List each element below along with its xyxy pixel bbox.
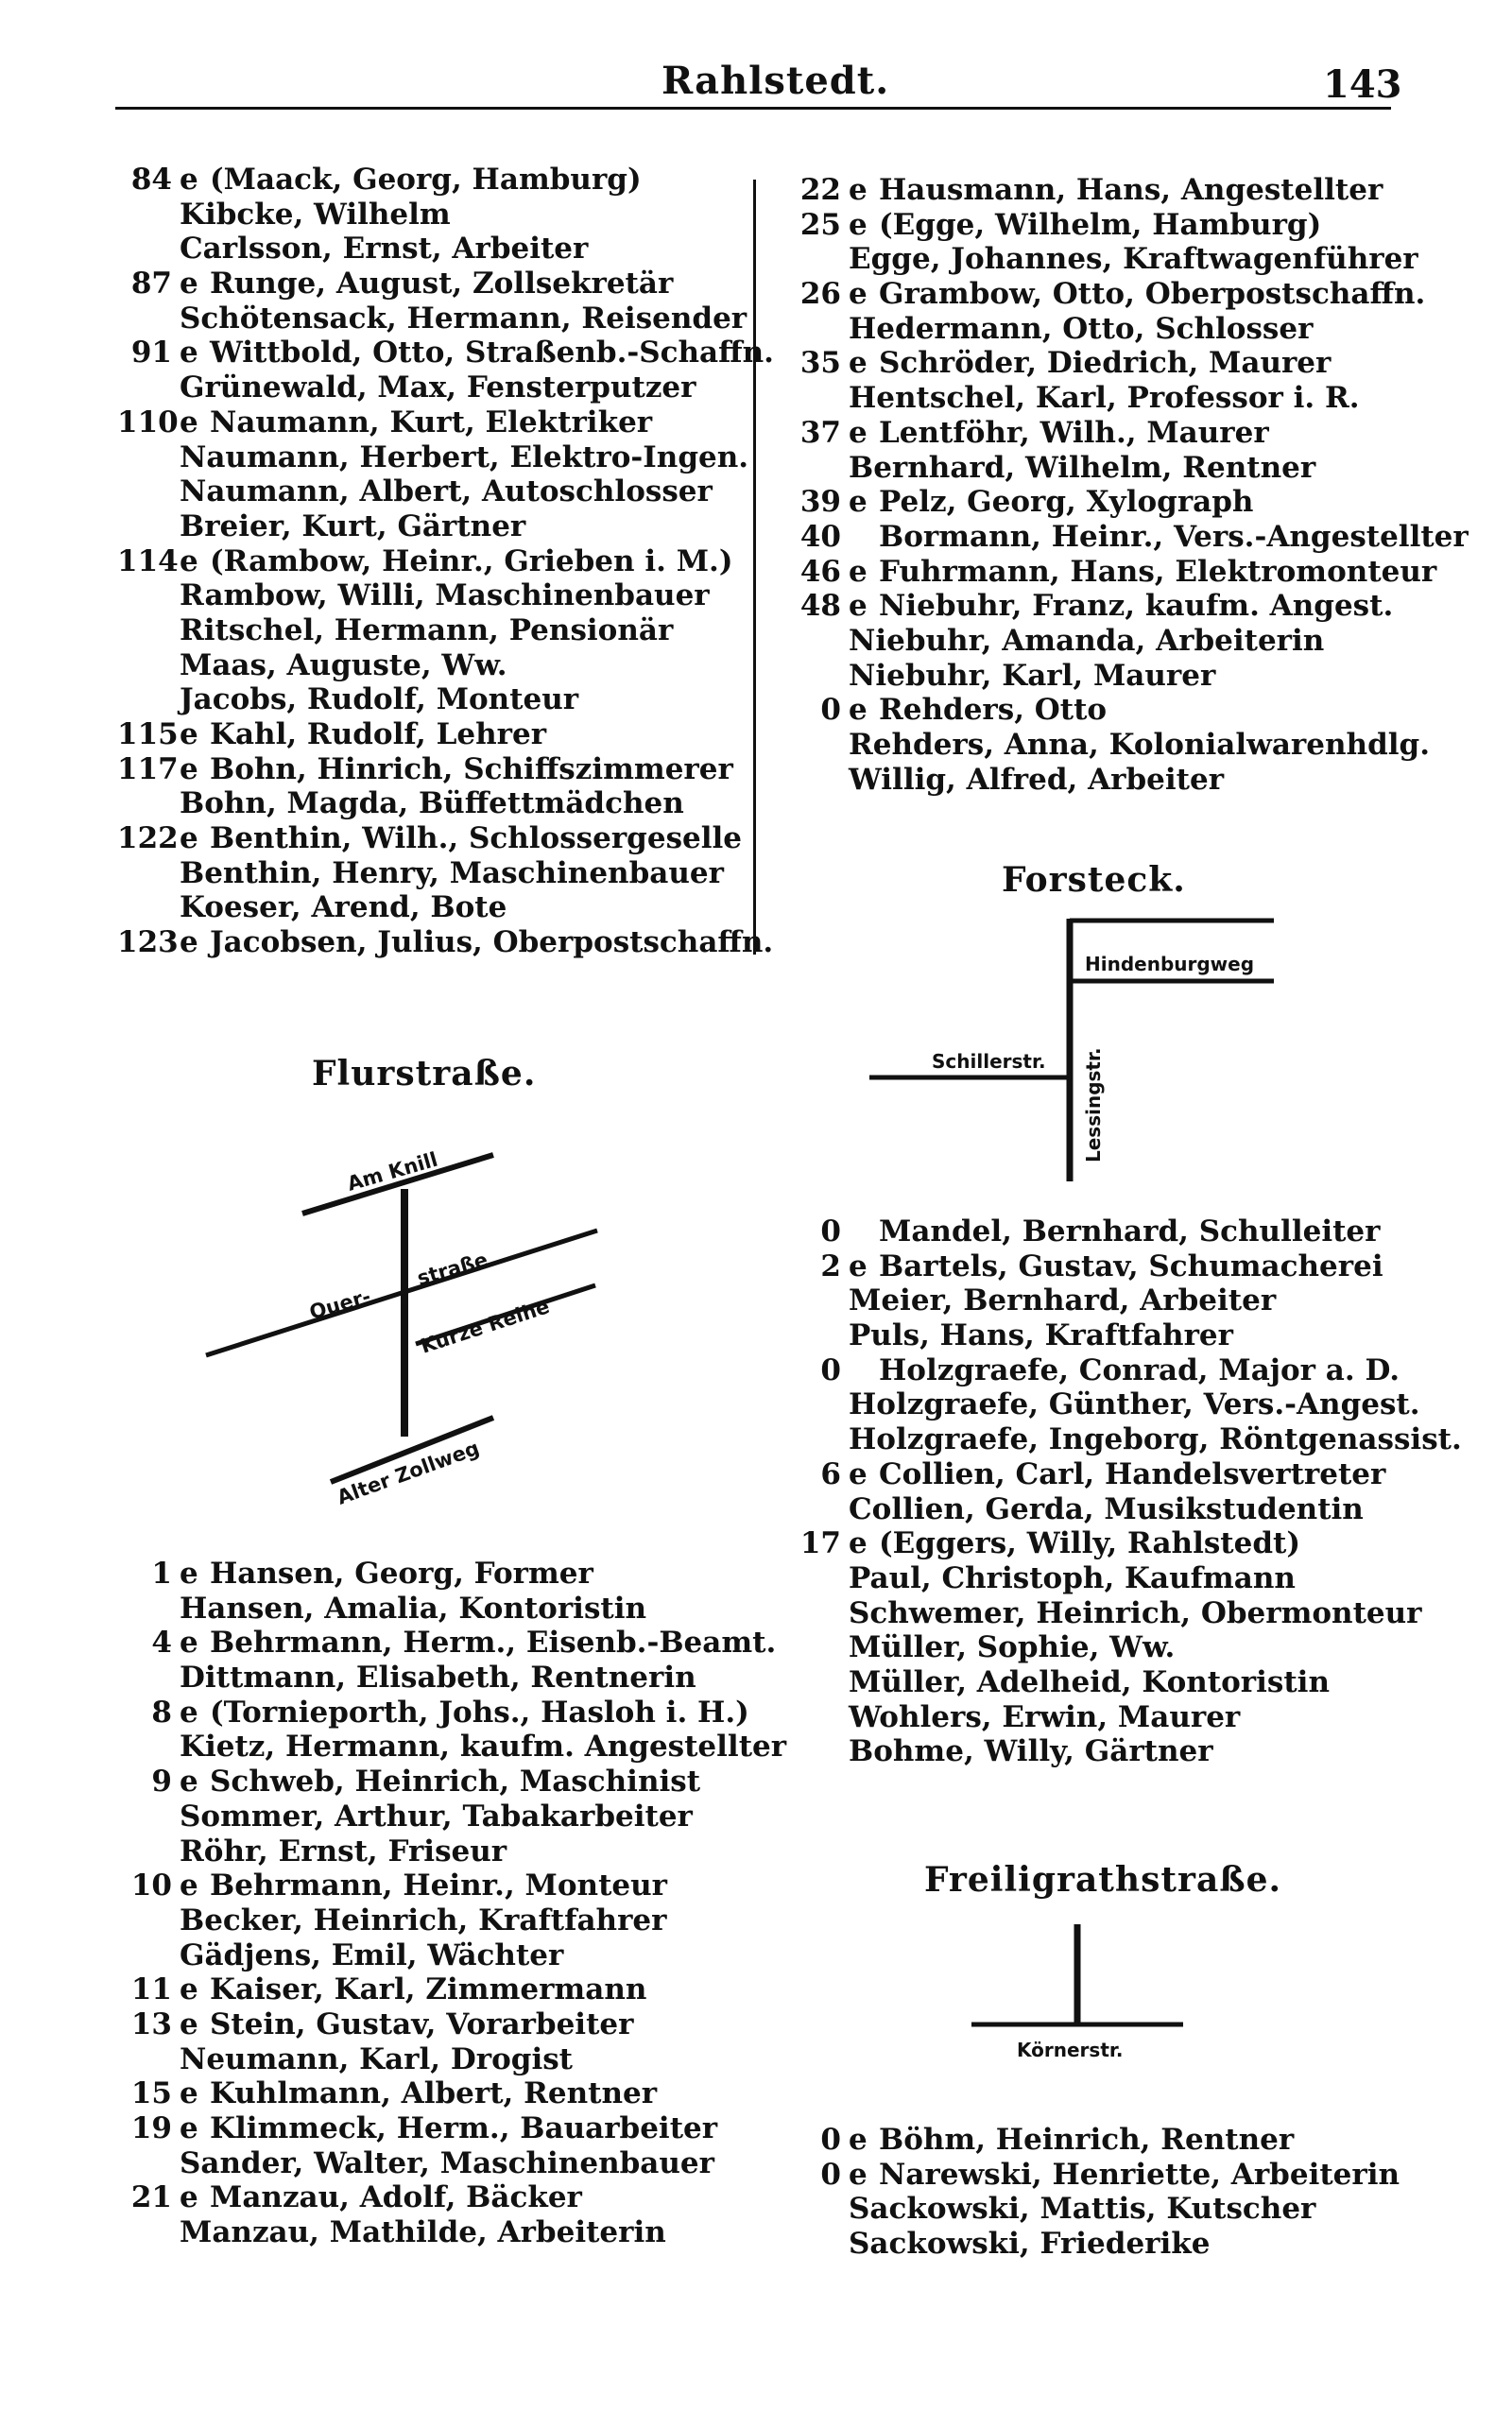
entry-line — [786, 451, 1429, 486]
left-bottom-list — [117, 1557, 787, 2250]
resident-entry: Kahl, Rudolf, Lehrer — [210, 717, 547, 751]
resident-entry: Bohn, Magda, Büffettmädchen — [180, 786, 684, 821]
resident-entry: Lentföhr, Wilh., Maurer — [879, 415, 1269, 450]
entry-line — [117, 1696, 760, 1731]
resident-entry: Holzgraefe, Ingeborg, Röntgenassist. — [849, 1422, 1462, 1457]
entry-line — [786, 346, 1429, 381]
owner-marker: e — [180, 821, 198, 856]
resident-entry: Hentschel, Karl, Professor i. R. — [849, 381, 1360, 416]
resident-entry: Röhr, Ernst, Friseur — [180, 1834, 507, 1869]
running-head: Rahlstedt. — [662, 59, 890, 103]
entry-line — [786, 2192, 1429, 2227]
entry-line — [786, 2123, 1429, 2158]
resident-entry: Runge, August, Zollsekretär — [210, 267, 674, 301]
owner-marker: e — [180, 1869, 198, 1903]
resident-entry: (Eggers, Willy, Rahlstedt) — [879, 1526, 1301, 1561]
resident-entry: Breier, Kurt, Gärtner — [180, 508, 526, 543]
owner-marker: e — [180, 543, 198, 578]
resident-entry: Paul, Christoph, Kaufmann — [849, 1560, 1296, 1595]
resident-entry: Dittmann, Elisabeth, Rentnerin — [180, 1661, 696, 1696]
entry-line — [117, 2180, 760, 2215]
entry-line — [786, 208, 1429, 243]
house-number: 8 — [151, 1695, 172, 1730]
house-number: 17 — [799, 1526, 841, 1561]
resident-entry: Willig, Alfred, Arbeiter — [849, 762, 1225, 797]
map-label-alter-zollweg: Alter Zollweg — [334, 1437, 483, 1509]
owner-marker: e — [849, 589, 868, 624]
entry-line — [117, 613, 760, 648]
owner-marker: e — [180, 1626, 198, 1661]
entry-line — [117, 1765, 760, 1800]
entry-line — [117, 1730, 787, 1765]
entry-line — [117, 2076, 760, 2111]
map-label-am-knill: Am Knill — [344, 1147, 440, 1196]
owner-marker: e — [849, 207, 868, 242]
right-mid-list — [786, 1214, 1462, 1769]
entry-line — [786, 624, 1429, 659]
resident-entry: Benthin, Henry, Maschinenbauer — [180, 855, 724, 890]
resident-entry: Wohlers, Erwin, Maurer — [849, 1699, 1241, 1734]
entry-line — [786, 1665, 1429, 1700]
owner-marker: e — [849, 1526, 868, 1561]
resident-entry: Klimmeck, Herm., Bauarbeiter — [210, 2111, 718, 2145]
owner-marker: e — [180, 1972, 198, 2007]
entry-line — [786, 416, 1429, 451]
house-number: 25 — [799, 207, 841, 242]
street-title-flurstrasse: Flurstraße. — [312, 1054, 537, 1094]
house-number: 21 — [130, 2180, 172, 2215]
entry-line — [786, 381, 1429, 416]
resident-entry: Holzgraefe, Günther, Vers.-Angest. — [849, 1387, 1420, 1422]
owner-marker: e — [849, 485, 868, 520]
entry-line — [117, 578, 760, 613]
resident-entry: Bohn, Hinrich, Schiffszimmerer — [210, 751, 733, 786]
entry-line — [786, 519, 1469, 555]
resident-entry: Manzau, Adolf, Bäcker — [210, 2180, 582, 2215]
house-number: 123 — [117, 925, 179, 960]
resident-entry: Rehders, Otto — [879, 693, 1108, 728]
resident-entry: Niebuhr, Karl, Maurer — [849, 658, 1216, 693]
entry-line — [786, 2158, 1429, 2193]
owner-marker: e — [180, 2180, 198, 2215]
map-label-strasse: straße — [414, 1248, 490, 1290]
header-rule — [115, 107, 1391, 110]
resident-entry: Grünewald, Max, Fensterputzer — [180, 370, 696, 405]
resident-entry: Koeser, Arend, Bote — [180, 890, 507, 925]
owner-marker: e — [180, 405, 198, 439]
entry-line — [117, 1557, 760, 1592]
house-number: 4 — [151, 1626, 172, 1661]
resident-entry: Bernhard, Wilhelm, Rentner — [849, 450, 1316, 485]
entry-line — [786, 1734, 1429, 1769]
owner-marker: e — [849, 277, 868, 312]
entry-line — [786, 728, 1429, 763]
resident-entry: Gädjens, Emil, Wächter — [180, 1937, 564, 1972]
owner-marker: e — [180, 925, 198, 960]
resident-entry: (Rambow, Heinr., Grieben i. M.) — [210, 543, 733, 578]
right-top-list — [786, 173, 1469, 797]
owner-marker: e — [849, 2157, 868, 2192]
entry-line — [786, 1526, 1429, 1561]
entry-line — [117, 198, 760, 232]
entry-line — [117, 2215, 760, 2250]
house-number: 115 — [117, 717, 179, 751]
house-number: 11 — [130, 1972, 172, 2007]
house-number: 37 — [799, 415, 841, 450]
entry-line — [117, 370, 760, 405]
resident-entry: Meier, Bernhard, Arbeiter — [849, 1283, 1277, 1318]
left-top-list — [117, 163, 774, 960]
resident-entry: Egge, Johannes, Kraftwagenführer — [849, 242, 1418, 277]
entry-line — [117, 2042, 760, 2077]
map-label-schillerstr: Schillerstr. — [932, 1050, 1046, 1073]
entry-line — [786, 1700, 1429, 1735]
resident-entry: Holzgraefe, Conrad, Major a. D. — [879, 1352, 1400, 1387]
entry-line — [786, 1387, 1429, 1422]
entry-line — [786, 1353, 1429, 1388]
entry-line — [786, 659, 1429, 694]
house-number: 15 — [130, 2076, 172, 2111]
resident-entry: Kaiser, Karl, Zimmermann — [210, 1972, 647, 2007]
owner-marker: e — [180, 1557, 198, 1591]
street-title-freiligrathstrasse: Freiligrathstraße. — [924, 1860, 1282, 1900]
owner-marker: e — [180, 336, 198, 370]
resident-entry: Neumann, Karl, Drogist — [180, 2041, 573, 2076]
entry-line — [117, 786, 760, 821]
entry-line — [117, 1800, 760, 1834]
entry-line — [117, 1972, 760, 2007]
entry-line — [786, 1457, 1429, 1492]
resident-entry: Sander, Walter, Maschinenbauer — [180, 2145, 714, 2180]
owner-marker: e — [849, 1456, 868, 1491]
resident-entry: Rehders, Anna, Kolonialwarenhdlg. — [849, 728, 1430, 762]
right-bottom-list — [786, 2123, 1429, 2262]
entry-line — [786, 589, 1429, 624]
entry-line — [786, 1422, 1462, 1457]
entry-line — [117, 544, 760, 579]
house-number: 122 — [117, 821, 179, 856]
resident-entry: Sommer, Arthur, Tabakarbeiter — [180, 1799, 693, 1834]
entry-line — [786, 2227, 1429, 2262]
owner-marker: e — [180, 267, 198, 301]
resident-entry: Behrmann, Heinr., Monteur — [210, 1869, 667, 1903]
house-number: 46 — [799, 554, 841, 589]
house-number: 19 — [130, 2111, 172, 2145]
entry-line — [117, 301, 760, 336]
house-number: 10 — [130, 1869, 172, 1903]
resident-entry: Kietz, Hermann, kaufm. Angestellter — [180, 1730, 787, 1765]
resident-entry: Wittbold, Otto, Straßenb.-Schaffn. — [210, 336, 774, 370]
entry-line — [117, 890, 760, 925]
resident-entry: Schröder, Diedrich, Maurer — [879, 346, 1332, 381]
house-number: 91 — [130, 336, 172, 370]
entry-line — [117, 163, 760, 198]
owner-marker: e — [849, 554, 868, 589]
resident-entry: Schötensack, Hermann, Reisender — [180, 301, 747, 336]
entry-line — [117, 2007, 760, 2042]
owner-marker: e — [180, 1695, 198, 1730]
resident-entry: Bartels, Gustav, Schumacherei — [879, 1249, 1383, 1283]
street-map-freiligrathstrasse — [964, 1919, 1210, 2070]
street-map-flurstrasse — [189, 1134, 643, 1531]
resident-entry: Niebuhr, Amanda, Arbeiterin — [849, 623, 1325, 658]
resident-entry: Benthin, Wilh., Schlossergeselle — [210, 821, 743, 856]
entry-line — [117, 1869, 760, 1903]
resident-entry: Jacobsen, Julius, Oberpostschaffn. — [210, 925, 774, 960]
house-number: 35 — [799, 346, 841, 381]
entry-line — [786, 554, 1437, 590]
resident-entry: Naumann, Herbert, Elektro-Ingen. — [180, 439, 749, 474]
entry-line — [786, 485, 1429, 520]
resident-entry: Bohme, Willy, Gärtner — [849, 1734, 1213, 1769]
entry-line — [117, 717, 760, 752]
map-label-lessingstr: Lessingstr. — [1082, 1047, 1105, 1162]
entry-line — [117, 821, 760, 856]
resident-entry: Kuhlmann, Albert, Rentner — [210, 2076, 658, 2111]
entry-line — [786, 693, 1429, 728]
resident-entry: Müller, Adelheid, Kontoristin — [849, 1664, 1330, 1699]
entry-line — [786, 173, 1429, 208]
street-title-forsteck: Forsteck. — [1002, 860, 1186, 900]
resident-entry: Müller, Sophie, Ww. — [849, 1630, 1176, 1665]
house-number: 39 — [799, 485, 841, 520]
house-number: 48 — [799, 589, 841, 624]
resident-entry: Schwemer, Heinrich, Obermonteur — [849, 1595, 1422, 1630]
owner-marker: e — [180, 717, 198, 751]
owner-marker: e — [849, 415, 868, 450]
resident-entry: Behrmann, Herm., Eisenb.-Beamt. — [210, 1626, 777, 1661]
entry-line — [117, 1903, 760, 1938]
entry-line — [117, 509, 760, 544]
entry-line — [117, 648, 760, 683]
entry-line — [786, 1318, 1429, 1353]
resident-entry: Ritschel, Hermann, Pensionär — [180, 612, 674, 647]
resident-entry: Pelz, Georg, Xylograph — [879, 485, 1254, 520]
entry-line — [786, 1249, 1429, 1284]
page-number: 143 — [1323, 62, 1402, 107]
resident-entry: Bormann, Heinr., Vers.-Angestellter — [879, 519, 1469, 554]
resident-entry: (Tornieporth, Johs., Hasloh i. H.) — [210, 1695, 749, 1730]
house-number: 0 — [820, 693, 841, 728]
entry-line — [117, 1661, 760, 1696]
resident-entry: Grambow, Otto, Oberpostschaffn. — [879, 277, 1426, 312]
resident-entry: Fuhrmann, Hans, Elektromonteur — [879, 554, 1437, 589]
entry-line — [786, 1561, 1429, 1596]
owner-marker: e — [849, 693, 868, 728]
house-number: 84 — [130, 163, 172, 197]
entry-line — [117, 474, 760, 509]
entry-line — [117, 405, 760, 440]
entry-line — [117, 2146, 760, 2181]
house-number: 0 — [820, 1352, 841, 1387]
owner-marker: e — [180, 1765, 198, 1800]
resident-entry: Narewski, Henriette, Arbeiterin — [879, 2157, 1400, 2192]
resident-entry: Hansen, Amalia, Kontoristin — [180, 1591, 647, 1626]
entry-line — [786, 763, 1429, 798]
house-number: 0 — [820, 2123, 841, 2157]
house-number: 114 — [117, 543, 179, 578]
house-number: 0 — [820, 2157, 841, 2192]
owner-marker: e — [180, 2006, 198, 2041]
resident-entry: Böhm, Heinrich, Rentner — [879, 2123, 1295, 2157]
entry-line — [786, 277, 1429, 312]
map-label-kurze-reihe: Kurze Reihe — [418, 1295, 553, 1358]
entry-line — [117, 2111, 760, 2146]
entry-line — [117, 267, 760, 301]
entry-line — [786, 312, 1429, 347]
resident-entry: Kibcke, Wilhelm — [180, 197, 451, 232]
house-number: 110 — [117, 405, 179, 439]
owner-marker: e — [180, 2111, 198, 2145]
entry-line — [117, 1834, 760, 1869]
entry-line — [117, 1592, 760, 1627]
owner-marker: e — [849, 2123, 868, 2157]
resident-entry: Stein, Gustav, Vorarbeiter — [210, 2006, 634, 2041]
entry-line — [117, 752, 760, 787]
entry-line — [117, 925, 774, 960]
entry-line — [786, 1596, 1429, 1631]
house-number: 2 — [820, 1249, 841, 1283]
resident-entry: Hausmann, Hans, Angestellter — [879, 173, 1383, 207]
resident-entry: (Maack, Georg, Hamburg) — [210, 163, 642, 197]
resident-entry: Puls, Hans, Kraftfahrer — [849, 1318, 1233, 1353]
entry-line — [786, 1283, 1429, 1318]
resident-entry: Sackowski, Mattis, Kutscher — [849, 2192, 1316, 2227]
owner-marker: e — [180, 2076, 198, 2111]
resident-entry: Naumann, Albert, Autoschlosser — [180, 474, 713, 509]
house-number: 87 — [130, 267, 172, 301]
map-label-quer: Quer- — [306, 1284, 373, 1324]
resident-entry: Maas, Auguste, Ww. — [180, 647, 507, 682]
house-number: 9 — [151, 1765, 172, 1800]
entry-line — [117, 682, 760, 717]
resident-entry: Becker, Heinrich, Kraftfahrer — [180, 1903, 667, 1937]
house-number: 26 — [799, 277, 841, 312]
resident-entry: Sackowski, Friederike — [849, 2227, 1211, 2262]
house-number: 6 — [820, 1456, 841, 1491]
entry-line — [786, 242, 1429, 277]
resident-entry: Collien, Gerda, Musikstudentin — [849, 1491, 1364, 1526]
resident-entry: Manzau, Mathilde, Arbeiterin — [180, 2215, 666, 2250]
resident-entry: (Egge, Wilhelm, Hamburg) — [879, 207, 1322, 242]
owner-marker: e — [849, 346, 868, 381]
map-label-hindenburgweg: Hindenburgweg — [1085, 953, 1255, 975]
resident-entry: Collien, Carl, Handelsvertreter — [879, 1456, 1386, 1491]
resident-entry: Hedermann, Otto, Schlosser — [849, 311, 1314, 346]
owner-marker: e — [849, 173, 868, 207]
owner-marker: e — [849, 1249, 868, 1283]
resident-entry: Niebuhr, Franz, kaufm. Angest. — [879, 589, 1394, 624]
resident-entry: Naumann, Kurt, Elektriker — [210, 405, 653, 439]
house-number: 117 — [117, 751, 179, 786]
house-number: 1 — [151, 1557, 172, 1591]
house-number: 22 — [799, 173, 841, 207]
entry-line — [117, 1626, 777, 1661]
resident-entry: Mandel, Bernhard, Schulleiter — [879, 1214, 1381, 1249]
resident-entry: Jacobs, Rudolf, Monteur — [180, 682, 579, 717]
entry-line — [117, 1938, 760, 1973]
entry-line — [786, 1492, 1429, 1527]
owner-marker: e — [180, 163, 198, 197]
entry-line — [117, 856, 760, 891]
entry-line — [786, 1630, 1429, 1665]
house-number: 40 — [799, 519, 841, 554]
resident-entry: Carlsson, Ernst, Arbeiter — [180, 232, 589, 267]
entry-line — [117, 336, 774, 370]
resident-entry: Schweb, Heinrich, Maschinist — [210, 1765, 701, 1800]
entry-line — [117, 232, 760, 267]
street-map-forsteck — [850, 907, 1285, 1191]
house-number: 13 — [130, 2006, 172, 2041]
map-label-koernerstr: Körnerstr. — [1017, 2039, 1124, 2061]
house-number: 0 — [820, 1214, 841, 1249]
resident-entry: Rambow, Willi, Maschinenbauer — [180, 578, 710, 613]
resident-entry: Hansen, Georg, Former — [210, 1557, 593, 1591]
entry-line — [786, 1214, 1429, 1249]
owner-marker: e — [180, 751, 198, 786]
entry-line — [117, 440, 760, 475]
